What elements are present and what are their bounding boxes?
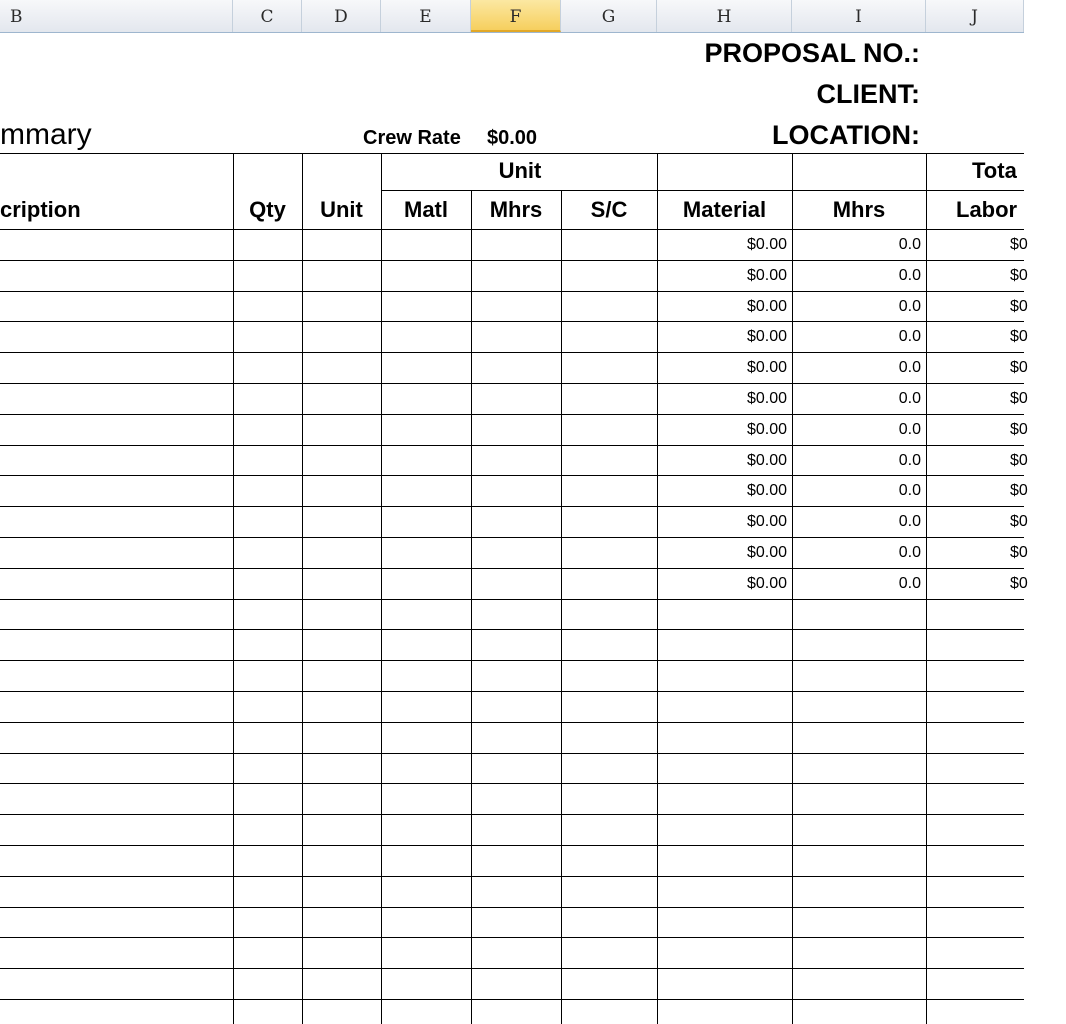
row-border — [0, 814, 1024, 815]
column-header-bar — [0, 0, 1024, 33]
mhrs-cell[interactable]: 0.0 — [898, 390, 921, 407]
column-border — [926, 153, 927, 1024]
client-label: CLIENT: — [816, 79, 920, 109]
material-cell[interactable]: $0.00 — [746, 574, 787, 592]
material-cell[interactable]: $0.00 — [746, 482, 787, 500]
row-border — [0, 753, 1024, 754]
column-header-h[interactable]: H — [657, 0, 792, 32]
description-header: cription — [0, 197, 81, 222]
sheet-title: mmary — [0, 118, 92, 151]
row-border — [0, 907, 1024, 908]
row-border — [0, 568, 1024, 569]
mhrs-total-header: Mhrs — [832, 197, 886, 222]
row-border — [0, 475, 1024, 476]
row-border — [0, 506, 1024, 507]
labor-header: Labor — [956, 197, 1018, 222]
mhrs-cell[interactable]: 0.0 — [898, 513, 921, 531]
matl-header: Matl — [404, 197, 448, 222]
row-border — [0, 383, 1024, 384]
mhrs-cell[interactable]: 0.0 — [898, 236, 921, 253]
material-cell[interactable]: $0.00 — [746, 544, 787, 561]
total-group-header: Tota — [972, 158, 1017, 183]
mhrs-cell[interactable]: 0.0 — [898, 574, 921, 592]
labor-cell[interactable]: $0 — [1010, 266, 1028, 284]
labor-cell[interactable]: $0 — [1010, 513, 1028, 531]
labor-cell[interactable]: $0 — [1010, 451, 1028, 469]
row-border — [0, 876, 1024, 877]
table-top-border — [0, 153, 1024, 154]
column-border — [302, 153, 303, 1024]
row-border — [0, 968, 1024, 969]
material-cell[interactable]: $0.00 — [746, 451, 787, 469]
unit-header: Unit — [320, 197, 363, 222]
material-cell[interactable]: $0.00 — [746, 328, 787, 346]
labor-cell[interactable]: $0 — [1010, 297, 1028, 315]
crew-rate-label: Crew Rate — [363, 127, 461, 149]
qty-header: Qty — [249, 197, 286, 222]
mhrs-cell[interactable]: 0.0 — [898, 359, 921, 377]
row-border — [0, 722, 1024, 723]
column-border — [233, 153, 234, 1024]
row-border — [0, 783, 1024, 784]
mhrs-cell[interactable]: 0.0 — [898, 451, 921, 469]
material-cell[interactable]: $0.00 — [746, 359, 787, 377]
row-border — [0, 445, 1024, 446]
row-border — [0, 229, 1024, 230]
column-border — [381, 153, 382, 1024]
material-cell[interactable]: $0.00 — [746, 390, 787, 407]
group-header-border — [381, 190, 1024, 191]
labor-cell[interactable]: $0 — [1010, 390, 1028, 407]
mhrs-header: Mhrs — [489, 197, 543, 222]
material-cell[interactable]: $0.00 — [746, 420, 787, 438]
row-border — [0, 537, 1024, 538]
mhrs-cell[interactable]: 0.0 — [898, 420, 921, 438]
material-cell[interactable]: $0.00 — [746, 236, 787, 253]
material-cell[interactable]: $0.00 — [746, 513, 787, 531]
labor-cell[interactable]: $0 — [1010, 236, 1028, 253]
material-cell[interactable]: $0.00 — [746, 266, 787, 284]
proposal-no-label: PROPOSAL NO.: — [704, 38, 920, 68]
material-cell[interactable]: $0.00 — [746, 297, 787, 315]
row-border — [0, 599, 1024, 600]
row-border — [0, 629, 1024, 630]
column-header-g[interactable]: G — [561, 0, 657, 32]
row-border — [0, 999, 1024, 1000]
crew-rate-value[interactable]: $0.00 — [487, 127, 538, 149]
column-header-c[interactable]: C — [233, 0, 302, 32]
sc-header: S/C — [590, 197, 628, 222]
labor-cell[interactable]: $0 — [1010, 544, 1028, 561]
row-border — [0, 414, 1024, 415]
mhrs-cell[interactable]: 0.0 — [898, 328, 921, 346]
row-border — [0, 260, 1024, 261]
location-label: LOCATION: — [772, 120, 920, 150]
column-header-d[interactable]: D — [302, 0, 381, 32]
column-border — [561, 190, 562, 1024]
row-border — [0, 660, 1024, 661]
column-border — [471, 190, 472, 1024]
labor-cell[interactable]: $0 — [1010, 420, 1028, 438]
row-border — [0, 352, 1024, 353]
row-border — [0, 845, 1024, 846]
mhrs-cell[interactable]: 0.0 — [898, 266, 921, 284]
mhrs-cell[interactable]: 0.0 — [898, 297, 921, 315]
labor-cell[interactable]: $0 — [1010, 359, 1028, 377]
row-border — [0, 321, 1024, 322]
column-header-e[interactable]: E — [381, 0, 471, 32]
row-border — [0, 291, 1024, 292]
column-header-b[interactable]: B — [0, 0, 233, 32]
column-header-j[interactable]: J — [926, 0, 1024, 32]
mhrs-cell[interactable]: 0.0 — [898, 544, 921, 561]
mhrs-cell[interactable]: 0.0 — [898, 482, 921, 500]
row-border — [0, 937, 1024, 938]
labor-cell[interactable]: $0 — [1010, 328, 1028, 346]
material-header: Material — [682, 197, 767, 222]
row-border — [0, 691, 1024, 692]
unit-group-header: Unit — [498, 158, 542, 183]
labor-cell[interactable]: $0 — [1010, 482, 1028, 500]
column-header-f[interactable]: F — [471, 0, 561, 32]
labor-cell[interactable]: $0 — [1010, 574, 1028, 592]
column-header-i[interactable]: I — [792, 0, 926, 32]
